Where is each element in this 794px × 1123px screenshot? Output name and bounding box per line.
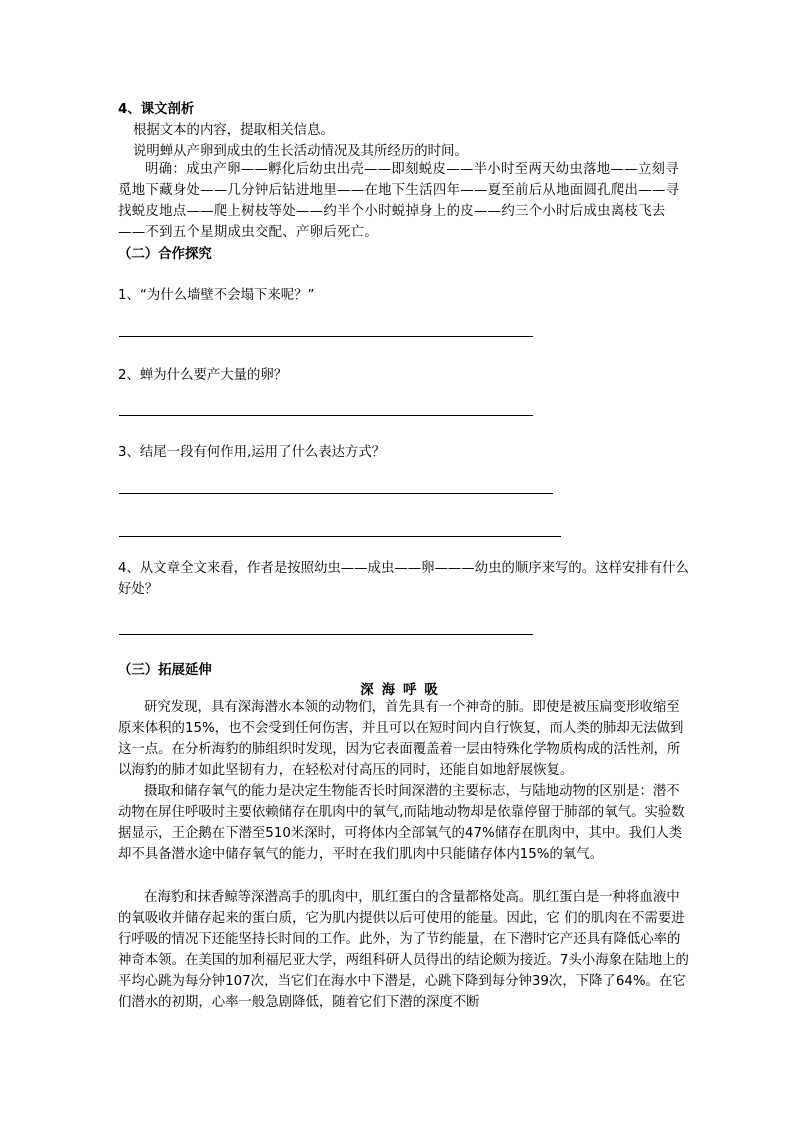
instruction-line: 说明蝉从产卵到成虫的生长活动情况及其所经历的时间。 bbox=[133, 144, 468, 159]
answer-paragraph: 明确：成虫产卵——孵化后幼虫出壳——即刻蜕皮——半小时至两天幼虫落地——立刻寻觅地下藏身处——几分钟后钻进地里——在地下生活四年——夏至前后从地面圆孔爬出——寻找蜕皮地点——爬上树枝等处——约半个小时蜕掉身上的皮——约三个小时后成虫离枝飞去——不到五个星期成虫交配、产卵后死亡。 bbox=[118, 162, 680, 240]
answer-line bbox=[119, 634, 533, 635]
article-paragraph: 在海豹和抹香鲸等深潜高手的肌肉中，肌红蛋白的含量都格处高。肌红蛋白是一种将血液中的氧吸收并储存起来的蛋白质，它为肌内提供以后可使用的能量。因此，它 们的肌肉在不需要进行呼吸的情况下还能坚持长时间的工作。此外，为了节约能量，在下潜时它产还具有降低心率的神奇本领。在美国的加利福尼亚大学，两组科研人员得出的结论颇为接近。7头小海象在陆地上的平均心跳为每分钟107次，当它们在海水中下潜是，心跳下降到每分钟39次，下降了64%。在它们潜水的初期，心率一般急剧降低，随着它们下潜的深度不断 bbox=[118, 890, 689, 1010]
answer-line bbox=[119, 493, 553, 494]
answer-line bbox=[119, 536, 561, 537]
article-paragraph: 研究发现，具有深海潜水本领的动物们，首先具有一个神奇的肺。即使是被压扁变形收缩至原来体积的15%，也不会受到任何伤害，并且可以在短时间内自行恢复，而人类的肺却无法做到这一点。在分析海豹的肺组织时发现，因为它表面覆盖着一层由特殊化学物质构成的活性剂，所以海豹的肺才如此坚韧有力，在轻松对付高压的同时，还能自如地舒展恢复。 bbox=[118, 700, 684, 778]
section-heading: （三）拓展延伸 bbox=[118, 663, 212, 678]
answer-line bbox=[119, 415, 533, 416]
article-title: 深海呼吸 bbox=[360, 683, 446, 698]
question: 2、蝉为什么要产大量的卵？ bbox=[118, 368, 288, 383]
section-heading: （二）合作探究 bbox=[118, 247, 212, 262]
question: 3、结尾一段有何作用,运用了什么表达方式？ bbox=[118, 445, 386, 460]
question: 4、从文章全文来看，作者是按照幼虫——成虫——卵———幼虫的顺序来写的。这样安排有什么好处？ bbox=[118, 561, 689, 597]
instruction-line: 根据文本的内容，提取相关信息。 bbox=[133, 123, 334, 138]
article-paragraph: 摄取和储存氧气的能力是决定生物能否长时间深潜的主要标志，与陆地动物的区别是：潜不动物在屏住呼吸时主要依赖储存在肌肉中的氧气,而陆地动物却是依靠停留于肺部的氧气。实验数据显示，王企鹅在下潜至510米深时，可将体内全部氧气的47%储存在肌肉中，其中。我们人类却不具备潜水途中储存氧气的能力，平时在我们肌肉中只能储存体内15%的氧气。 bbox=[118, 784, 685, 862]
answer-line bbox=[119, 336, 533, 337]
question: 1、“为什么墙壁不会塌下来呢？” bbox=[118, 288, 315, 303]
section-heading: 4、课文剖析 bbox=[118, 102, 195, 117]
